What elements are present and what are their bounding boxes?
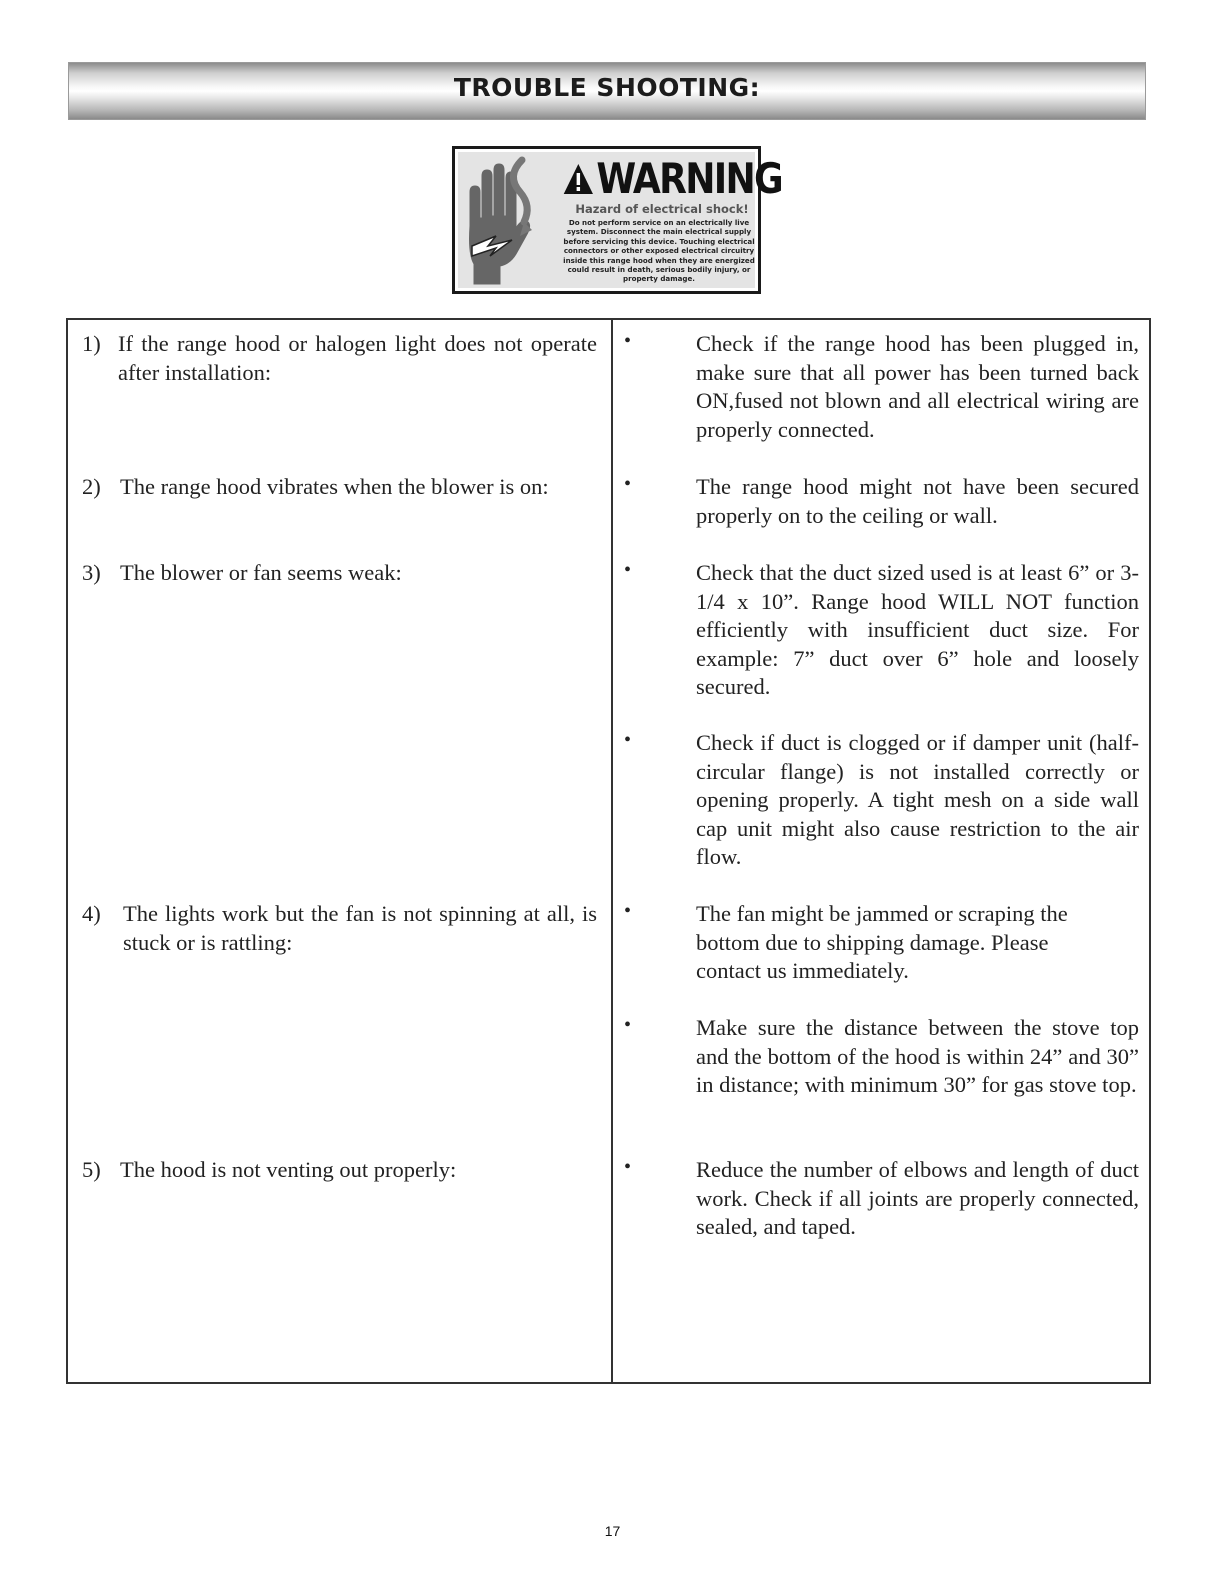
warning-triangle-icon — [562, 162, 595, 196]
warning-sign — [452, 146, 782, 294]
solution-text: Make sure the distance between the stove top and the bottom of the hood is within 24” and 30” in distance; with minimum 30” for gas stove top. — [696, 1015, 1139, 1098]
problem-item: 5) The hood is not venting out properly: — [82, 1156, 597, 1185]
problem-text: If the range hood or halogen light does not operate after installation: — [118, 331, 597, 385]
problem-item: 4) The lights work but the fan is not spinning at all, is stuck or is rattling: — [82, 900, 597, 957]
solution-text: Check that the duct sized used is at least 6” or 3-1/4 x 10”. Range hood WILL NOT function efficiently with insufficient duct size. For example: 7” duct over 6” hole and loosely secured. — [696, 560, 1139, 700]
solution-text: Check if duct is clogged or if damper unit (half-circular flange) is not installed correctly or opening properly. A tight mesh on a side wall cap unit might also cause restriction to the air flow. — [696, 730, 1139, 870]
bullet-icon: • — [624, 1156, 632, 1178]
warning-subheading: Hazard of electrical shock! — [575, 202, 749, 216]
section-title-bar — [68, 62, 1146, 120]
troubleshooting-table — [66, 318, 1151, 1384]
solution-text: Reduce the number of elbows and length of duct work. Check if all joints are properly connected, sealed, and taped. — [696, 1157, 1139, 1240]
page-number: 17 — [604, 1523, 621, 1539]
problem-item: 3) The blower or fan seems weak: — [82, 559, 597, 588]
bullet-icon: • — [624, 729, 632, 751]
problem-text: The lights work but the fan is not spinning at all, is stuck or is rattling: — [123, 901, 597, 955]
bullet-icon: • — [624, 473, 632, 495]
problem-text: The hood is not venting out properly: — [120, 1157, 457, 1182]
problem-item: 1) If the range hood or halogen light does not operate after installation: — [82, 330, 597, 387]
problem-text: The range hood vibrates when the blower is on: — [120, 474, 549, 499]
bullet-icon: • — [624, 1014, 632, 1036]
bullet-icon: • — [624, 330, 632, 352]
solution-text: The fan might be jammed or scraping the bottom due to shipping damage. Please contact us immediately. — [696, 901, 1068, 984]
column-divider — [611, 320, 613, 1382]
solution-text: The range hood might not have been secured properly on to the ceiling or wall. — [696, 474, 1139, 528]
section-title: TROUBLE SHOOTING: — [453, 72, 761, 102]
warning-heading: WARNING — [562, 154, 782, 203]
bullet-icon: • — [624, 559, 632, 581]
electrical-hand-icon — [460, 156, 556, 288]
solution-text: Check if the range hood has been plugged in, make sure that all power has been turned back ON,fused not blown and all electrical wiring are properly connected. — [696, 331, 1139, 442]
bullet-icon: • — [624, 900, 632, 922]
problem-item: 2) The range hood vibrates when the blower is on: — [82, 473, 597, 502]
problem-text: The blower or fan seems weak: — [120, 560, 402, 585]
warning-body-text: Do not perform service on an electrically live system. Disconnect the main electrical supply before servicing this device. Touching electrical connectors or other exposed electrical circuitry inside this range hood when they are energized could result in death, serious bodily injury, or property damage. — [563, 218, 755, 284]
